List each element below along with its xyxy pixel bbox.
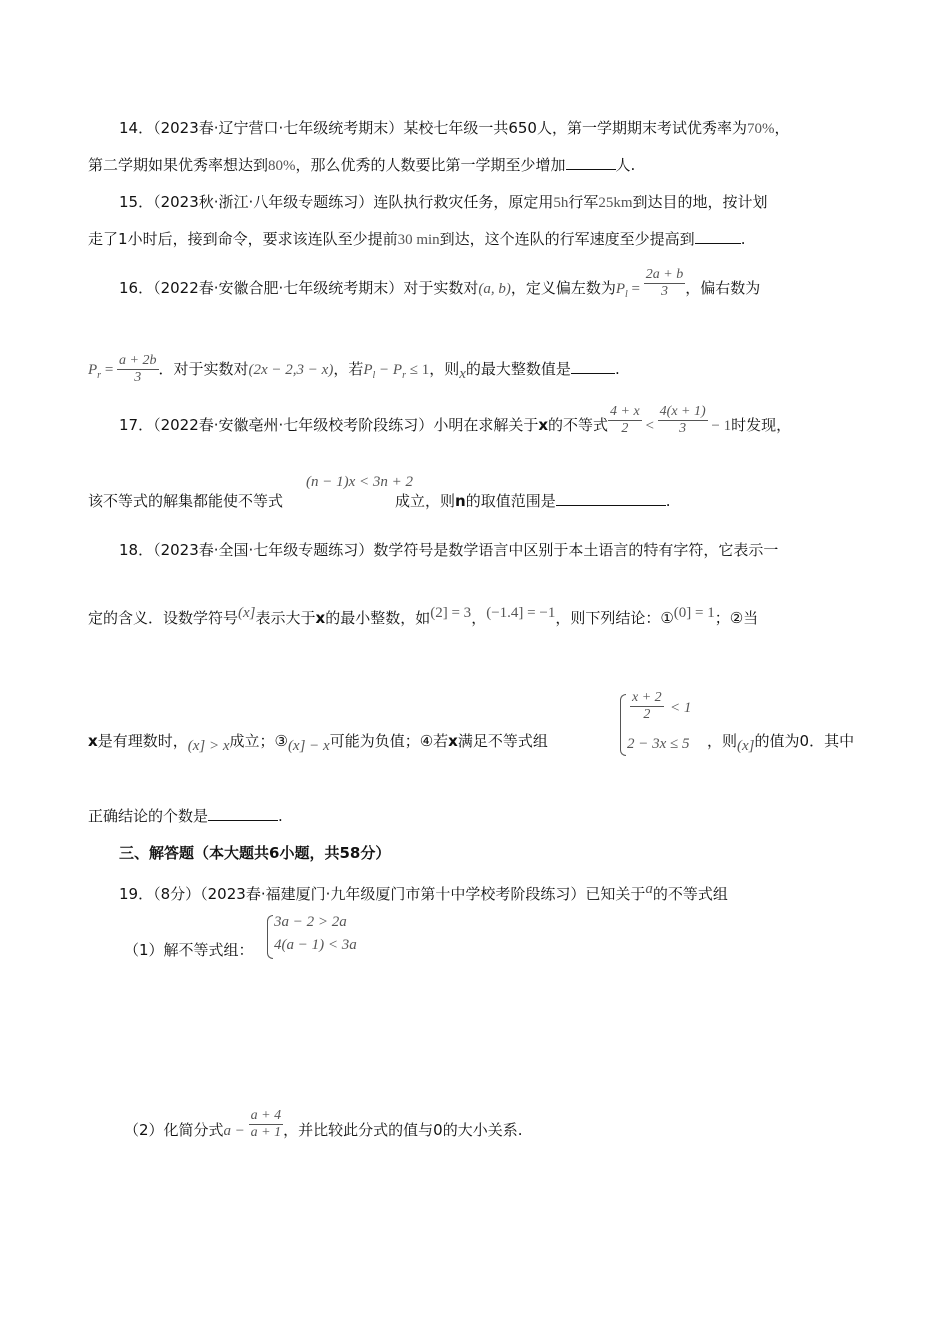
text: ， [774,119,790,137]
math-25km: 25km [598,195,633,211]
q15-line-2 [88,229,745,250]
math-equals: = [101,362,118,378]
text: ，那么优秀的人数要比第一学期至少增加 [295,156,566,174]
q16-line-2 [88,353,620,386]
math-example-1: (2] = 3 [430,605,472,621]
text: 成立，则 [395,492,456,510]
text: 连队执行救灾任务，原定用 [373,193,554,211]
text: 人，第一学期期末考试优秀率为 [536,119,747,137]
math-n: n [455,492,466,510]
math-30-min: 30 min [397,232,440,248]
math-pair: (2x − 2,3 − x) [248,362,334,378]
math-subscript: r [402,370,406,381]
text: 小时后，接到命令，要求该连队至少提前 [127,230,398,248]
text: 表示大于 [255,609,316,627]
denominator: 3 [660,284,668,299]
text: 时发现， [731,416,792,434]
q19-line-1 [119,879,728,904]
text: . [278,807,283,825]
question-source: （2022春·安徽亳州·七年级校考阶段练习） [153,416,434,434]
text: ，定义偏左数为 [510,279,616,297]
text: 正确结论的个数是 [88,807,209,825]
text: ，并比较此分式的值与 [283,1121,434,1139]
question-number: 14． [119,119,154,137]
numerator: x + 2 [632,690,662,705]
numerator: 4 + x [610,404,640,419]
math-pair-ab: (a, b) [478,281,511,297]
math-70-percent: 70% [746,121,775,137]
text: 走了 [88,230,119,248]
math-equals: = [627,281,644,297]
text: 数学符号是数学语言中区别于本土语言的特有字符，它表示一 [373,541,779,559]
text: 1 [118,230,128,248]
fraction-right [117,353,158,386]
text: 某校七年级一共 [403,119,509,137]
text: 的大小关系. [442,1121,523,1139]
answer-blank[interactable] [208,806,278,821]
text: ，偏右数为 [685,279,761,297]
q14-line-2 [88,155,635,176]
part-2-line [124,1108,523,1141]
math-subscript: l [625,289,628,300]
question-source: （2022春·安徽合肥·七年级统考期末） [153,279,404,297]
text: 成立；③ [229,732,288,750]
math-p: P [88,362,98,378]
text: 可能为负值；④若 [329,732,449,750]
q16-line-1 [119,267,761,305]
text: 人. [615,156,636,174]
section-heading: 三、解答题（本大题共6小题，共58分） [119,844,391,862]
numerator: 2a + b [645,267,684,282]
text: 的取值范围是 [465,492,556,510]
math-condition: ≤ 1 [406,362,430,378]
text: ，则 [429,360,460,378]
fraction-2 [658,404,708,437]
inequality-brace [620,694,626,756]
text: 满足不等式组 [457,732,548,750]
text: . [740,230,746,248]
answer-blank[interactable] [556,491,666,506]
math-5h: 5h [553,195,569,211]
math-example-3: (0] = 1 [673,605,715,621]
math-a-minus: a − [223,1123,249,1139]
text: 是有理数时， [97,732,188,750]
text: 对于实数对 [403,279,479,297]
numerator: a + 4 [250,1108,282,1123]
q17-line-2 [88,491,671,511]
denominator: a + 1 [250,1125,282,1140]
math-condition: − P [375,362,403,378]
math-x: x [459,366,466,382]
text: 小明在求解关于 [433,416,539,434]
q18-line-2 [88,603,758,628]
question-score: （8分） [153,885,201,903]
inequality-brace [267,915,273,959]
answer-blank[interactable] [566,155,616,170]
math-x: x [538,416,549,434]
text: ；②当 [714,609,759,627]
q17-line-1 [119,404,792,437]
math-p: P [615,281,626,297]
math-example-2: (−1.4] = −1 [486,605,556,621]
fraction-left [644,267,685,300]
text: 该不等式的解集都能使不等式 [88,492,284,510]
math-x: x [315,609,326,627]
math-a: a [645,881,653,897]
text: ，则 [707,732,738,750]
text: ．其中 [809,732,855,750]
text: ．对于实数对 [158,360,249,378]
question-number: 18． [119,541,154,559]
denominator: 2 [621,421,629,436]
math-x: x [448,732,458,750]
question-number: 15． [119,193,154,211]
question-source: （2023春·全国·七年级专题练习） [153,541,374,559]
system-line-1-rhs: < 1 [670,700,692,716]
q18-line-4 [88,806,283,826]
text: 定的含义．设数学符号 [88,609,239,627]
question-number: 19． [119,885,154,903]
text: 650 [508,119,537,137]
math-subscript: r [97,370,102,381]
math-minus-one: − 1 [707,418,732,434]
denominator: 2 [643,707,651,722]
q18-line-3 [88,731,548,756]
numerator: 4(x + 1) [659,404,706,419]
text: 已知关于 [585,885,646,903]
answer-blank[interactable] [695,229,741,244]
q18-line-3-end [707,731,854,756]
math-condition: P [363,362,373,378]
q15-line-1 [119,192,768,213]
q14-line-1 [119,118,790,139]
text: 的最小整数，如 [325,609,431,627]
math-less-than: < [641,418,658,434]
system-line-1: 3a − 2 > 2a [274,914,347,930]
text: 第二学期如果优秀率想达到 [88,156,269,174]
text: . [614,360,620,378]
answer-blank[interactable] [571,359,615,374]
denominator: 3 [134,370,142,385]
fraction-1 [608,404,642,437]
math-ceil-x: (x] [737,738,755,754]
text: 的不等式 [548,416,609,434]
math-80-percent: 80% [268,158,296,174]
question-number: 17． [119,416,154,434]
part-1-label: （1）解不等式组： [124,941,254,959]
text: 的最大整数值是 [465,360,571,378]
part-2-label: （2）化简分式 [124,1121,224,1139]
math-subscript: l [372,370,376,381]
system-fraction [630,690,664,723]
text: ， [471,609,487,627]
text: ，则下列结论：① [555,609,674,627]
numerator: a + 2b [119,353,157,368]
math-statement-2: (x] > x [187,738,230,754]
system-line-2: 4(a − 1) < 3a [274,937,357,953]
math-x: x [88,732,98,750]
text: . [665,492,671,510]
question-source: （2023秋·浙江·八年级专题练习） [153,193,374,211]
fraction [249,1108,283,1141]
text: 的不等式组 [652,885,728,903]
math-inequality: (n − 1)x < 3n + 2 [306,474,414,490]
math-statement-3: (x] − x [287,738,330,754]
system-line-2: 2 − 3x ≤ 5 [627,736,690,752]
text: 行军 [568,193,599,211]
question-source: （2023春·福建厦门·九年级厦门市第十中学校考阶段练习） [200,885,586,903]
text: 0 [799,732,810,750]
math-ceil-x: (x] [238,605,256,621]
text: 的值为 [754,732,800,750]
text: 到达，这个连队的行军速度至少提高到 [439,230,695,248]
text: ，若 [333,360,364,378]
question-source: （2023春·辽宁营口·七年级统考期末） [153,119,404,137]
denominator: 3 [679,421,687,436]
text: 0 [433,1121,443,1139]
q18-line-1 [119,540,778,560]
question-number: 16． [119,279,154,297]
text: 到达目的地，按计划 [632,193,768,211]
